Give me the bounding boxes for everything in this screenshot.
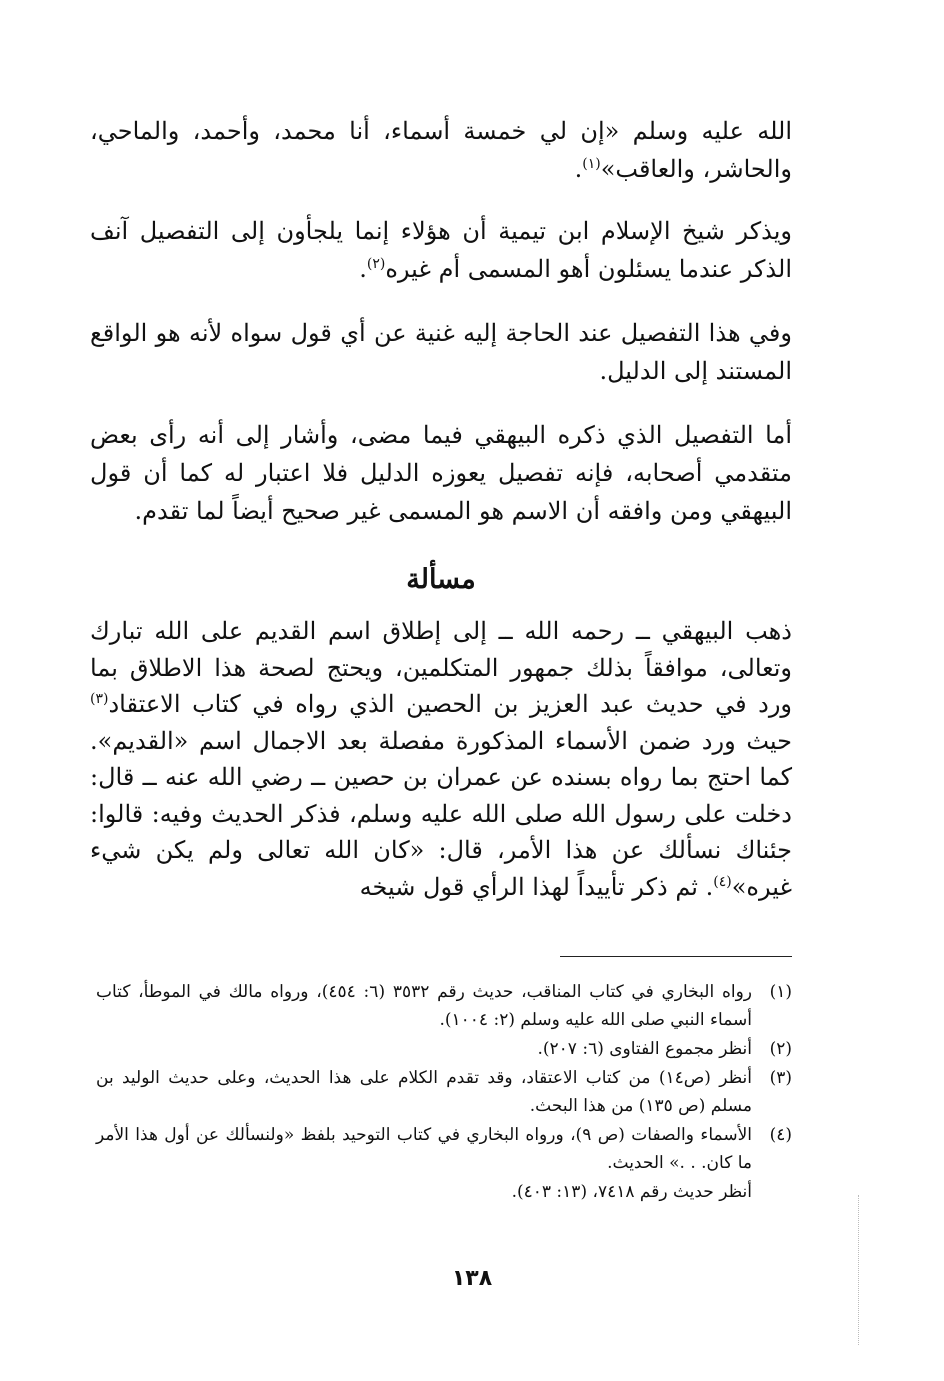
footnote-separator: [560, 956, 792, 957]
footnote-ref-2[interactable]: (٢): [366, 256, 386, 272]
footnote-number: (١): [769, 982, 792, 1002]
footnote-text: الأسماء والصفات (ص ٩)، ورواه البخاري في كتاب التوحيد بلفظ «ولنسألك عن أول هذا الأمر ما كان. . .» الحديث.: [96, 1125, 752, 1173]
footnote-4: [96, 1121, 792, 1177]
main-text: [90, 112, 792, 905]
footnote-text: رواه البخاري في كتاب المناقب، حديث رقم ٣٥٣٢ (٦: ٤٥٤)، ورواه مالك في الموطأ، كتاب أسماء النبي صلى الله عليه وسلم (٢: ١٠٠٤).: [96, 982, 752, 1030]
paragraph-2-text: ويذكر شيخ الإسلام ابن تيمية أن هؤلاء إنما يلجأون إلى التفصيل آنف الذكر عندما يسئلون أهو المسمى أم غيره: [90, 217, 792, 283]
footnote-ref-3[interactable]: (٣): [90, 691, 109, 707]
paragraph-5-text-c: . ثم ذكر تأييداً لهذا الرأي قول شيخه: [359, 872, 714, 901]
footnote-2: [96, 1035, 792, 1063]
footnote-text: أنظر مجموع الفتاوى (٦: ٢٠٧).: [537, 1039, 752, 1059]
paragraph-5: [90, 613, 792, 905]
footnote-ref-1[interactable]: (١): [582, 156, 601, 172]
paragraph-5-text-b: حيث ورد ضمن الأسماء المذكورة مفصلة بعد الاجمال اسم «القديم». كما احتج بما رواه بسنده عن عمران بن حصين ــ رضي الله عنه ــ قال: دخلت على رسول الله صلى الله عليه وسلم، فذكر الحديث وفيه: قالوا: جئناك نسألك عن هذا الأمر، قال: «كان الله تعالى ولم يكن شيء غيره»: [90, 726, 792, 901]
footnotes: [96, 978, 792, 1206]
footnote-number: (٣): [769, 1068, 792, 1088]
footnote-3: [96, 1064, 792, 1120]
footnote-ref-4[interactable]: (٤): [713, 873, 732, 890]
paragraph-3: وفي هذا التفصيل عند الحاجة إليه غنية عن أي قول سواه لأنه هو الواقع المستند إلى الدليل.: [90, 319, 792, 385]
paragraph-5-text-a: ذهب البيهقي ــ رحمه الله ــ إلى إطلاق اسم القديم على الله تبارك وتعالى، موافقاً بذلك جمهور المتكلمين، ويحتج لصحة هذا الاطلاق بما ورد في حديث عبد العزيز بن الحصين الذي رواه في كتاب الاعتقاد: [90, 617, 792, 718]
paragraph-1: الله عليه وسلم «إن لي خمسة أسماء، أنا محمد، وأحمد، والماحي، والحاشر، والعاقب»$^{(١)}$.: [90, 117, 793, 183]
footnote-number: (٤): [769, 1125, 792, 1145]
footnote-4-extra: أنظر حديث رقم ٧٤١٨، (١٣: ٤٠٣).: [511, 1182, 752, 1202]
paragraph-1-text: الله عليه وسلم «إن لي خمسة أسماء، أنا محمد، وأحمد، والماحي، والحاشر، والعاقب»: [90, 117, 793, 183]
section-heading: مسألة: [406, 564, 476, 595]
footnote-1: [96, 978, 792, 1034]
footnote-text: أنظر (ص١٤) من كتاب الاعتقاد، وقد تقدم الكلام على هذا الحديث، وعلى حديث الوليد بن مسلم (ص ١٣٥) من هذا البحث.: [96, 1068, 752, 1116]
footnote-number: (٢): [769, 1039, 792, 1059]
page-number: ١٣٨: [451, 1266, 493, 1291]
scan-margin-line: [858, 1195, 859, 1345]
paragraph-2: ويذكر شيخ الإسلام ابن تيمية أن هؤلاء إنما يلجأون إلى التفصيل آنف الذكر عندما يسئلون أهو المسمى أم غيره$^{(٢)}$.: [90, 217, 792, 283]
paragraph-4: أما التفصيل الذي ذكره البيهقي فيما مضى، وأشار إلى أنه رأى بعض متقدمي أصحابه، فإنه تفصيل يعوزه الدليل فلا اعتبار له كما أن قول البيهقي ومن وافقه أن الاسم هو المسمى غير صحيح أيضاً لما تقدم.: [90, 421, 792, 525]
